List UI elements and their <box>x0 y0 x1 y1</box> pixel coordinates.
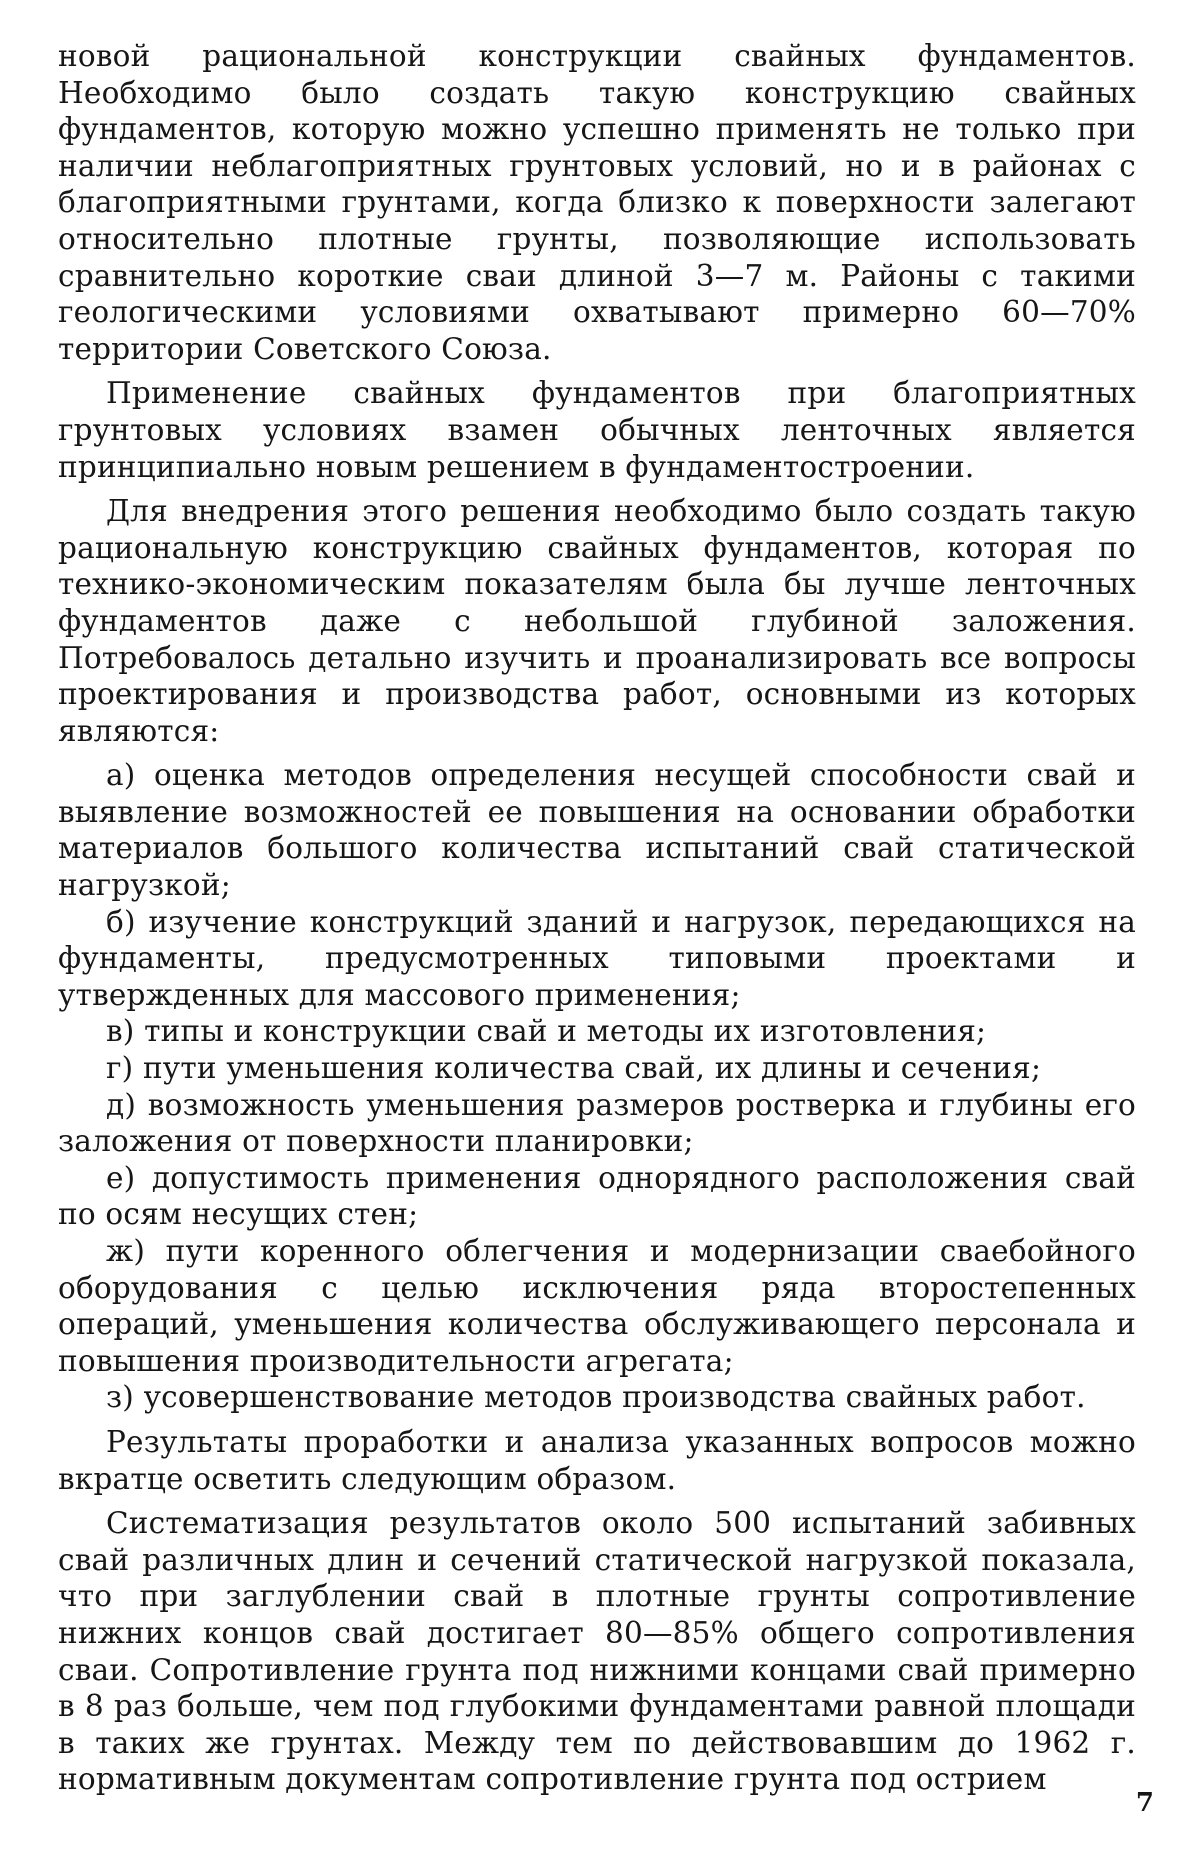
list-item-d: д) возможность уменьшения размеров ростверка и глубины его заложения от поверхности планировки; <box>58 1087 1136 1159</box>
paragraph-favorable-conditions: Применение свайных фундаментов при благоприятных грунтовых условиях взамен обычных ленточных является принципиально новым решением в фундаментостроении. <box>58 376 1136 484</box>
page-number: 7 <box>1135 1788 1154 1818</box>
list-item-zh: ж) пути коренного облегчения и модернизации сваебойного оборудования с целью исключения ряда второстепенных операций, уменьшения количества обслуживающего персонала и повышения производительности агрегата; <box>58 1234 1136 1378</box>
paragraph-systematization: Систематизация результатов около 500 испытаний забивных свай различных длин и сечений статической нагрузкой показала, что при заглублении свай в плотные грунты сопротивление нижних концов свай достигает 80—85% общего сопротивления сваи. Сопротивление грунта под нижними концами свай примерно в 8 раз больше, чем под глубокими фундаментами равной площади в таких же грунтах. Между тем по действовавшим до 1962 г. нормативным документам сопротивление грунта под острием <box>58 1506 1136 1797</box>
paragraph-results: Результаты проработки и анализа указанных вопросов можно вкратце осветить следующим образом. <box>58 1424 1136 1496</box>
list-item-e: е) допустимость применения однорядного расположения свай по осям несущих стен; <box>58 1160 1136 1232</box>
list-item-v: в) типы и конструкции свай и методы их изготовления; <box>106 1014 987 1049</box>
list-item-b: б) изучение конструкций зданий и нагрузок, передающихся на фундаменты, предусмотренных типовыми проектами и утвержденных для массового применения; <box>58 904 1136 1012</box>
paragraph-implementation: Для внедрения этого решения необходимо было создать такую рациональную конструкцию свайных фундаментов, которая по технико-экономическим показателям была бы лучше ленточных фундаментов даже с небольшой глубиной заложения. Потребовалось детально изучить и проанализировать все вопросы проектирования и производства работ, основными из которых являются: <box>58 494 1136 748</box>
list-item-z: з) усовершенствование методов производства свайных работ. <box>106 1380 1086 1415</box>
list-item-g: г) пути уменьшения количества свай, их длины и сечения; <box>106 1051 1042 1086</box>
list-item-a: а) оценка методов определения несущей способности свай и выявление возможностей ее повышения на основании обработки материалов большого количества испытаний свай статической нагрузкой; <box>58 758 1136 903</box>
body-text <box>58 38 1136 1798</box>
paragraph-continuation: новой рациональной конструкции свайных фундаментов. Необходимо было создать такую конструкцию свайных фундаментов, которую можно успешно применять не только при наличии неблагоприятных грунтовых условий, но и в районах с благоприятными грунтами, когда близко к поверхности залегают относительно плотные грунты, позволяющие использовать сравнительно короткие сваи длиной 3—7 м. Районы с такими геологическими условиями охватывают примерно 60—70% территории Советского Союза. <box>58 39 1136 366</box>
